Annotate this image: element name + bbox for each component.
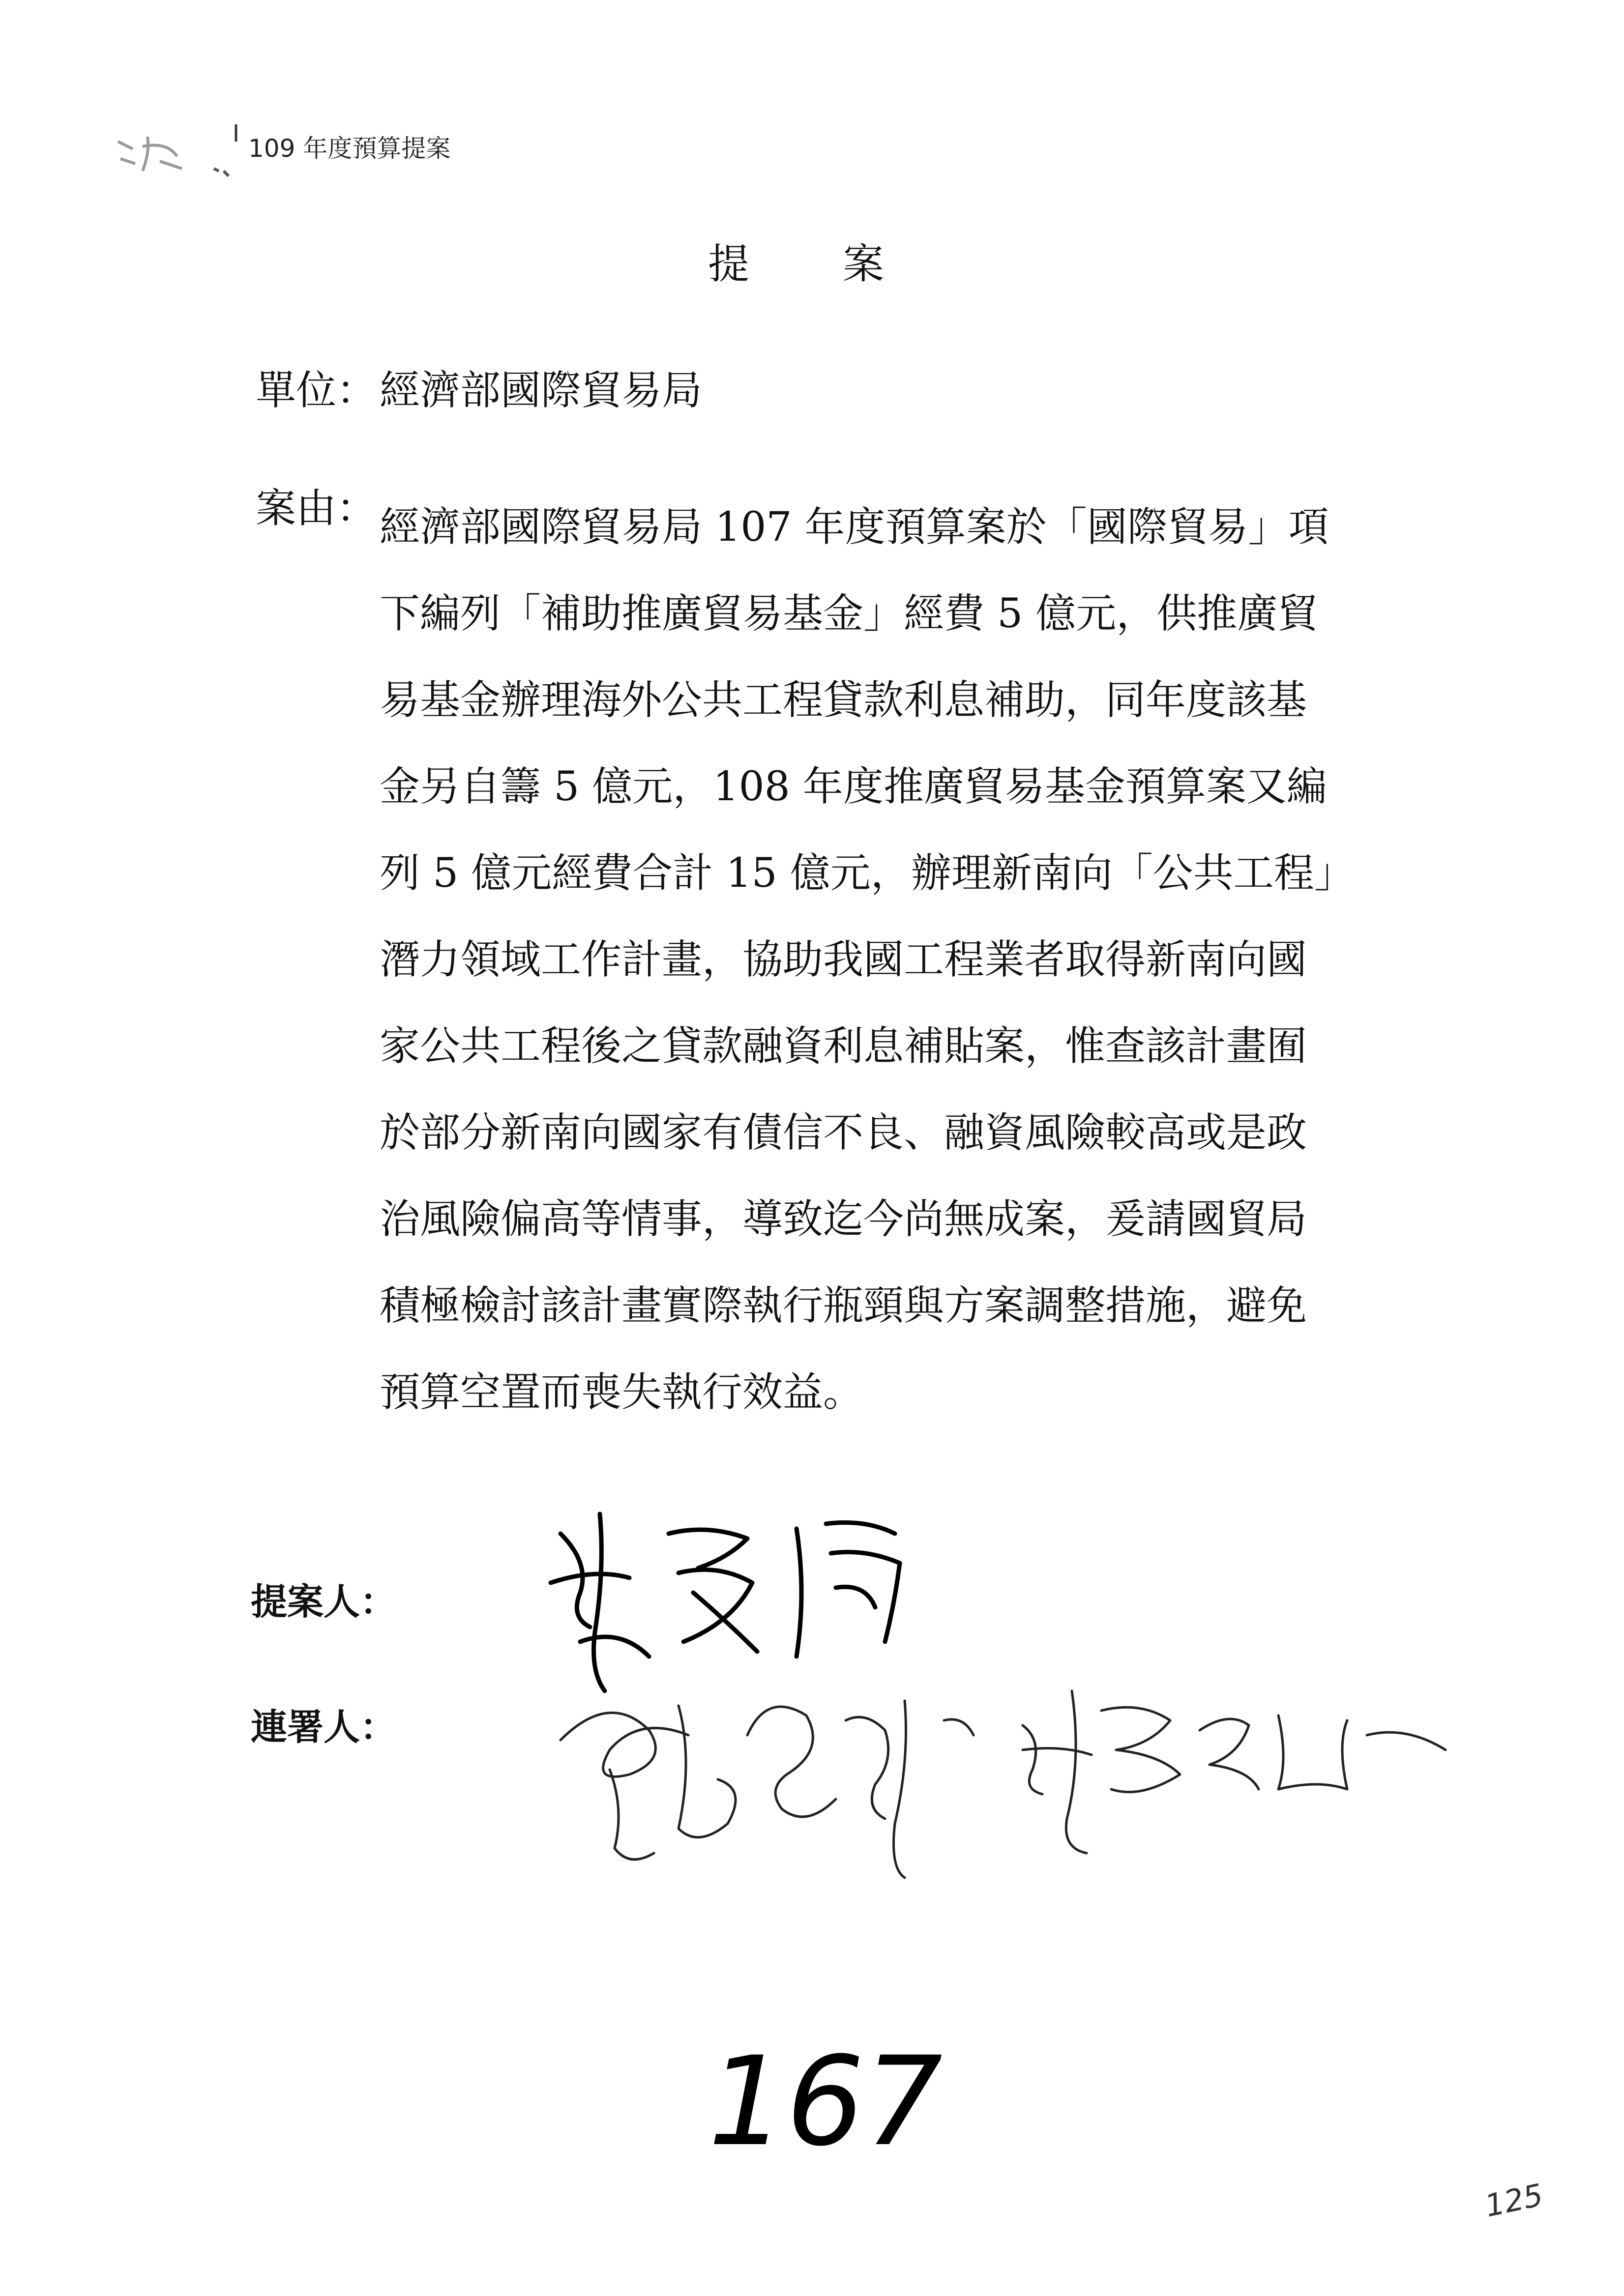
reason-line: 於部分新南向國家有債信不良、融資風險較高或是政 (380, 1109, 1307, 1156)
handwritten-mark-icon (113, 122, 241, 186)
reason-body (380, 484, 1355, 1436)
budget-year-label: 109 年度預算提案 (248, 134, 451, 163)
proposer-label: 提案人： (251, 1581, 396, 1623)
unit-label: 單位： (256, 367, 377, 414)
reason-line: 積極檢討該計畫實際執行瓶頸與方案調整措施，避免 (380, 1282, 1307, 1329)
reason-row (256, 484, 380, 533)
reason-line: 家公共工程後之貸款融資利息補貼案，惟查該計畫囿 (380, 1023, 1307, 1070)
page-number: 167 (708, 2030, 943, 2173)
reason-line: 易基金辦理海外公共工程貸款利息補助，同年度該基 (380, 677, 1307, 724)
reason-line: 經濟部國際貿易局 107 年度預算案於「國際貿易」項 (380, 504, 1329, 551)
reason-line: 下編列「補助推廣貿易基金」經費 5 億元，供推廣貿 (380, 590, 1318, 637)
reason-line: 列 5 億元經費合計 15 億元，辦理新南向「公共工程」 (380, 850, 1355, 897)
unit-value: 經濟部國際貿易局 (380, 367, 703, 414)
reason-label: 案由： (256, 485, 377, 532)
reason-line: 潛力領域工作計畫，協助我國工程業者取得新南向國 (380, 936, 1307, 983)
cosigner-signature-icon (551, 1661, 1485, 1888)
reason-line: 預算空置而喪失執行效益。 (380, 1369, 864, 1416)
cosigner-label: 連署人： (251, 1706, 396, 1748)
reason-line: 金另自籌 5 億元，108 年度推廣貿易基金預算案又編 (380, 763, 1327, 810)
folio-number: 125 (1481, 2177, 1546, 2224)
unit-row (256, 366, 702, 415)
reason-line: 治風險偏高等情事，導致迄今尚無成案，爰請國貿局 (380, 1196, 1307, 1243)
page-title: 提案 (708, 240, 978, 288)
